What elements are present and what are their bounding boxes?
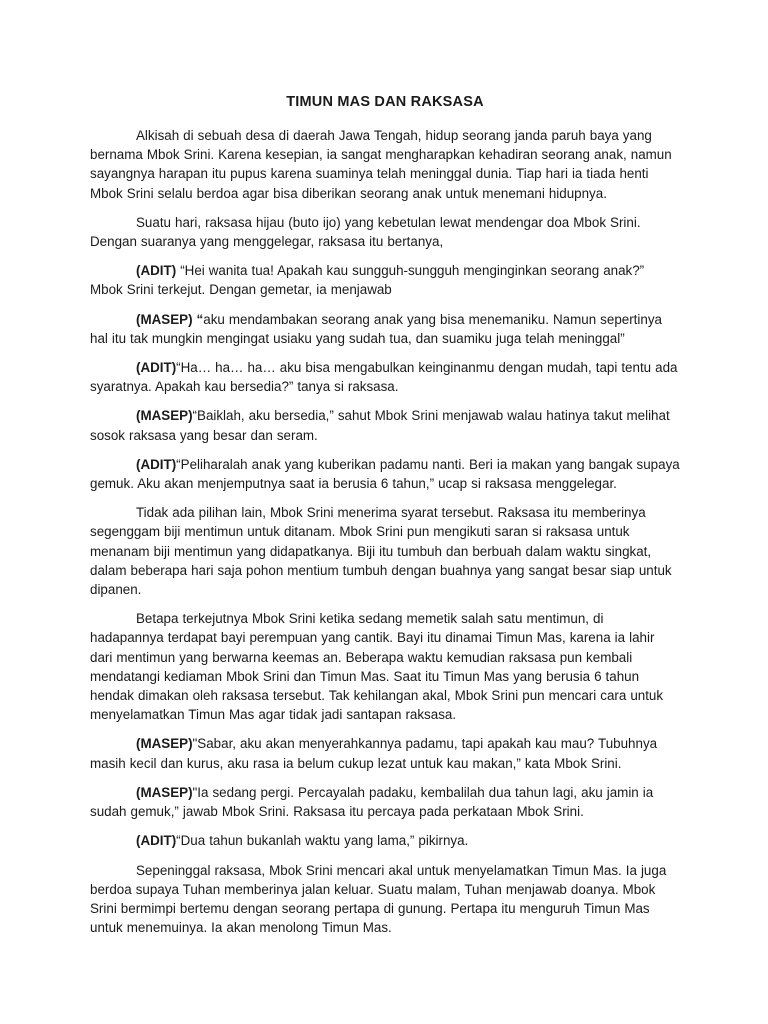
dialog-paragraph-11 [90,783,680,821]
paragraph-text: Tidak ada pilihan lain, Mbok Srini menerima syarat tersebut. Raksasa itu memberinya segenggam biji mentimun untuk ditanam. Mbok Srini pun mengikuti saran si raksasa untuk menanam biji mentimun yang didapatkanya. Biji itu tumbuh dan berbuah dalam waktu singkat, dalam beberapa hari saja pohon mentium tumbuh dengan buahnya yang sangat besar siap untuk dipanen. [90,505,672,598]
speaker-tag: (ADIT) [136,456,177,472]
paragraph-text: "Ia sedang pergi. Percayalah padaku, kembalilah dua tahun lagi, aku jamin ia sudah gemuk,” jawab Mbok Srini. Raksasa itu percaya pada perkataan Mbok Srini. [90,784,654,820]
paragraph-1 [90,126,680,203]
dialog-paragraph-4 [90,310,680,348]
dialog-paragraph-12 [90,831,680,850]
paragraph-text: "Sabar, aku akan menyerahkannya padamu, tapi apakah kau mau? Tubuhnya masih kecil dan kurus, aku rasa ia belum cukup lezat untuk kau makan,” kata Mbok Srini. [90,736,658,771]
paragraph-text: “Dua tahun bukanlah waktu yang lama,” pikirnya. [176,833,469,849]
speaker-tag: (ADIT) [136,263,177,279]
speaker-tag: (ADIT) [136,360,177,376]
dialog-paragraph-6 [90,406,680,444]
paragraph-9 [90,609,680,724]
speaker-tag: (MASEP) “ [136,311,204,327]
dialog-paragraph-7 [90,455,680,493]
paragraph-13 [90,861,680,938]
paragraph-text: Alkisah di sebuah desa di daerah Jawa Tengah, hidup seorang janda paruh baya yang bernama Mbok Srini. Karena kesepian, ia sangat mengharapkan kehadiran seorang anak, namun sayangnya harapan itu pupus karena suaminya telah meninggal dunia. Tiap hari ia tiada henti Mbok Srini selalu berdoa agar bisa diberikan seorang anak untuk menemani hidupnya. [90,128,672,201]
speaker-tag: (MASEP) [136,736,193,752]
paragraph-text: Sepeninggal raksasa, Mbok Srini mencari akal untuk menyelamatkan Timun Mas. Ia juga berdoa supaya Tuhan memberinya jalan keluar. Suatu malam, Tuhan menjawab doanya. Mbok Srini bermimpi bertemu dengan seorang pertapa di gunung. Pertapa itu menguruh Timun Mas untuk menemuinya. Ia akan menolong Timun Mas. [90,862,667,936]
paragraph-8 [90,503,680,599]
speaker-tag: (ADIT) [136,833,177,849]
paragraph-text: “Peliharalah anak yang kuberikan padamu nanti. Beri ia makan yang bangak supaya gemuk. Aku akan menjemputnya saat ia berusia 6 tahun,” ucap si raksasa menggelegar. [90,456,680,492]
paragraph-text: “Hei wanita tua! Apakah kau sungguh-sungguh menginginkan seorang anak?” Mbok Srini terkejut. Dengan gemetar, ia menjawab [90,263,645,298]
dialog-paragraph-3 [90,261,680,299]
paragraph-text: “Ha… ha… ha… aku bisa mengabulkan keinginanmu dengan mudah, tapi tentu ada syaratnya. Apakah kau bersedia?” tanya si raksasa. [90,360,678,395]
paragraph-text: aku mendambakan seorang anak yang bisa menemaniku. Namun sepertinya hal itu tak mungkin mengingat usiaku yang sudah tua, dan suamiku juga telah meninggal” [90,311,662,346]
paragraph-text: “Baiklah, aku bersedia,” sahut Mbok Srini menjawab walau hatinya takut melihat sosok raksasa yang besar dan seram. [90,408,670,443]
paragraph-text: Betapa terkejutnya Mbok Srini ketika sedang memetik salah satu mentimun, di hadapannya terdapat bayi perempuan yang cantik. Bayi itu dinamai Timun Mas, karena ia lahir dari mentimun yang berwarna keemas an. Beberapa waktu kemudian raksasa pun kembali mendatangi kediaman Mbok Srini dan Timun Mas. Saat itu Timun Mas yang berusia 6 tahun hendak dimakan oleh raksasa tersebut. Tak kehilangan akal, Mbok Srini pun mencari cara untuk menyelamatkan Timun Mas agar tidak jadi santapan raksasa. [90,611,664,723]
document-title: TIMUN MAS DAN RAKSASA [286,94,484,110]
paragraph-text: Suatu hari, raksasa hijau (buto ijo) yang kebetulan lewat mendengar doa Mbok Srini. Dengan suaranya yang menggelegar, raksasa itu bertanya, [90,214,641,250]
speaker-tag: (MASEP) [136,784,193,800]
speaker-tag: (MASEP) [136,408,193,424]
dialog-paragraph-5 [90,358,680,396]
dialog-paragraph-10 [90,734,680,772]
paragraph-2 [90,213,680,251]
